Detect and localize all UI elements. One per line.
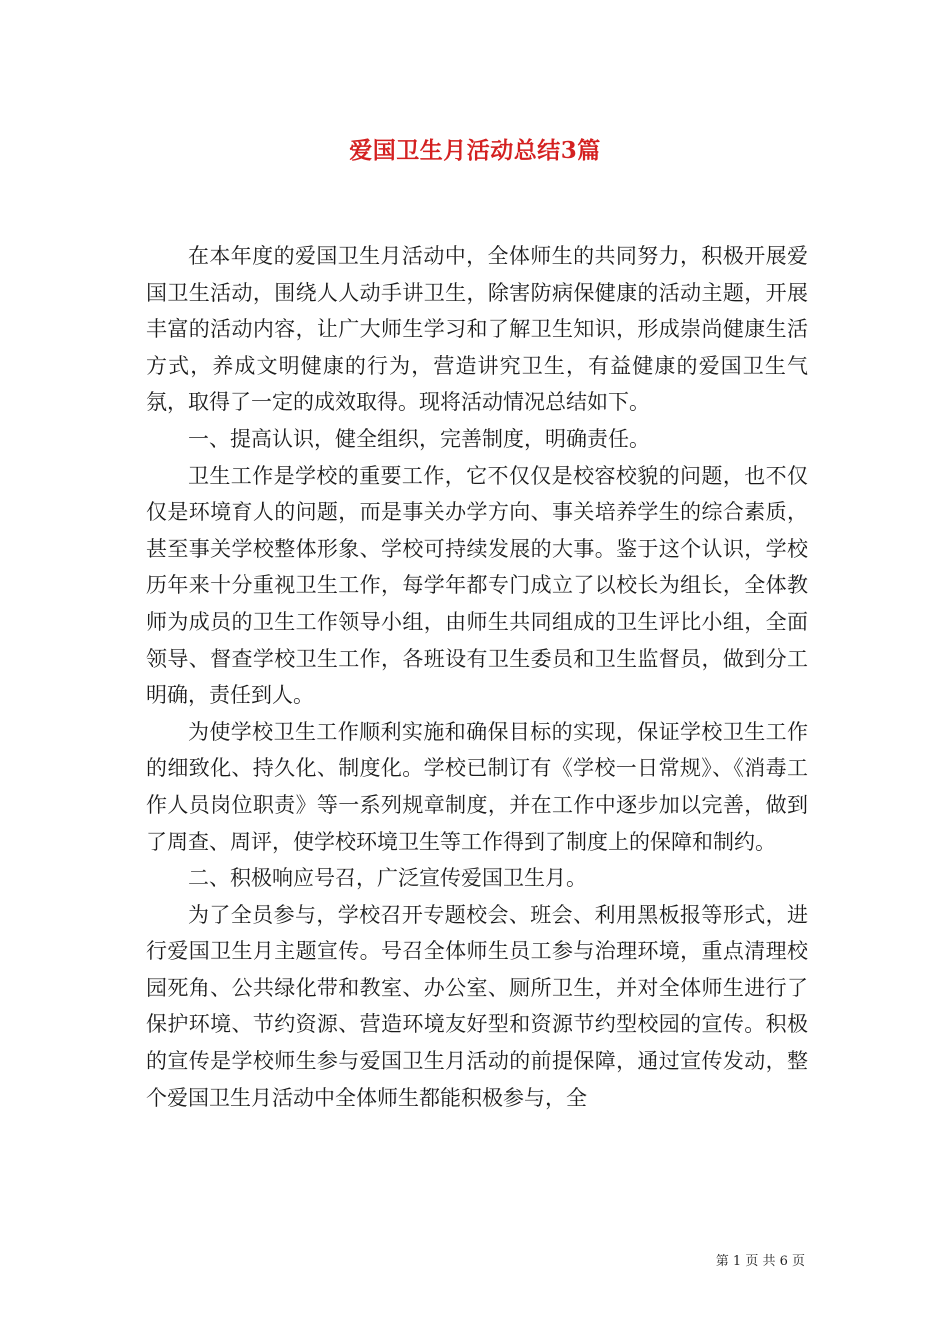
document-title: 爱国卫生月活动总结3篇 (349, 137, 601, 164)
paragraph-section-1-a: 卫生工作是学校的重要工作，它不仅仅是校容校貌的问题，也不仅仅是环境育人的问题，而是事关办学方向、事关培养学生的综合素质，甚至事关学校整体形象、学校可持续发展的大事。鉴于这个认识，学校历年来十分重视卫生工作，每学年都专门成立了以校长为组长，全体教师为成员的卫生工作领导小组，由师生共同组成的卫生评比小组，全面领导、督查学校卫生工作，各班设有卫生委员和卫生监督员，做到分工明确，责任到人。 (146, 463, 808, 708)
paragraph-section-1-b: 为使学校卫生工作顺利实施和确保目标的实现，保证学校卫生工作的细致化、持久化、制度化。学校已制订有《学校一日常规》、《消毒工作人员岗位职责》等一系列规章制度，并在工作中逐步加以完善，做到了周查、周评，使学校环境卫生等工作得到了制度上的保障和制约。 (146, 719, 808, 854)
section-heading-2: 二、积极响应号召，广泛宣传爱国卫生月。 (188, 866, 587, 891)
section-heading-1: 一、提高认识，健全组织，完善制度，明确责任。 (188, 426, 650, 451)
paragraph-intro: 在本年度的爱国卫生月活动中，全体师生的共同努力，积极开展爱国卫生活动，围绕人人动手讲卫生，除害防病保健康的活动主题，开展丰富的活动内容，让广大师生学习和了解卫生知识，形成崇尚健康生活方式，养成文明健康的行为，营造讲究卫生，有益健康的爱国卫生气氛，取得了一定的成效取得。现将活动情况总结如下。 (146, 244, 808, 415)
document-body (146, 238, 808, 1116)
page-number-footer: 第 1 页 共 6 页 (715, 1254, 805, 1269)
paragraph-section-2-a: 为了全员参与，学校召开专题校会、班会、利用黑板报等形式，进行爱国卫生月主题宣传。号召全体师生员工参与治理环境，重点清理校园死角、公共绿化带和教室、办公室、厕所卫生，并对全体师生进行了保护环境、节约资源、营造环境友好型和资源节约型校园的宣传。积极的宣传是学校师生参与爱国卫生月活动的前提保障，通过宣传发动，整个爱国卫生月活动中全体师生都能积极参与，全 (146, 902, 808, 1110)
